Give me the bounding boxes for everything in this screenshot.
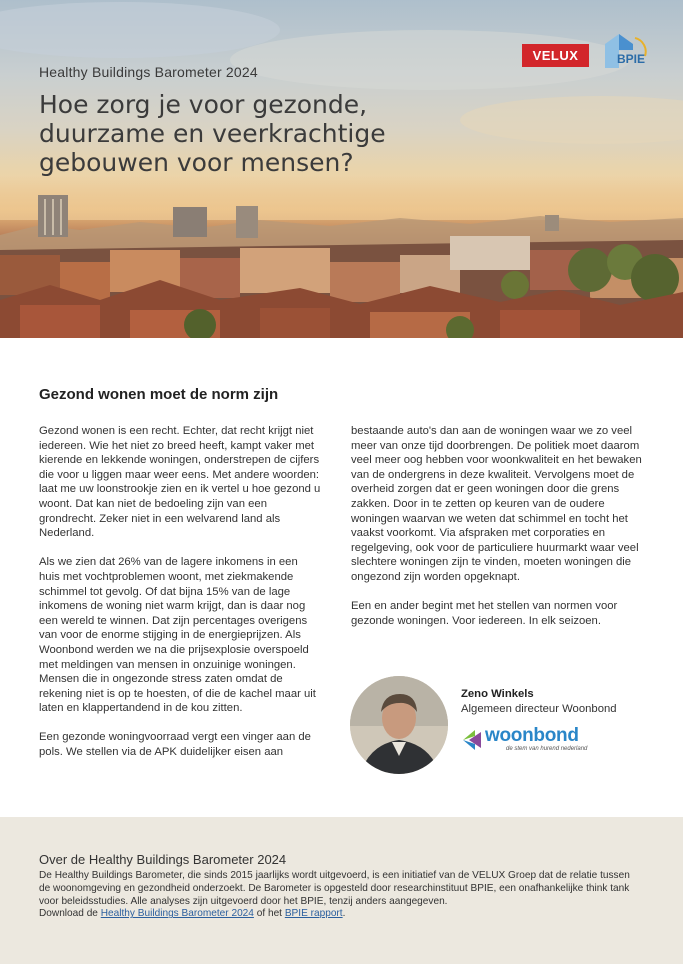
page-title: Hoe zorg je voor gezonde, duurzame en veerkrachtige gebouwen voor mensen? xyxy=(39,90,386,177)
woonbond-logo-text: woonbond xyxy=(485,725,579,746)
author-name: Zeno Winkels xyxy=(461,688,534,700)
velux-logo-text: VELUX xyxy=(532,48,579,63)
bpie-logo-text: BPIE xyxy=(617,52,646,66)
hero-subtitle: Healthy Buildings Barometer 2024 xyxy=(39,64,258,80)
velux-logo xyxy=(522,44,589,67)
woonbond-arrow-icon xyxy=(461,727,487,753)
section-heading: Gezond wonen moet de norm zijn xyxy=(39,386,279,403)
author-role: Algemeen directeur Woonbond xyxy=(461,703,617,715)
article-paragraph: Gezond wonen is een recht. Echter, dat recht krijgt niet iedereen. Wie het niet zo breed heeft, kampt vaker met kierende en lekkende woningen, onderstrepen de cijfers die voor u liggen maar weer eens. Met andere woorden: laat me uw loonstrookje zien en ik vertel u hoe gezond u woont. Dat kan niet de bedoeling zijn van een grondrecht. Zeker niet in een welvarend land als Nederland. xyxy=(39,425,321,540)
article-paragraph: Als we zien dat 26% van de lagere inkomens in een huis met vochtproblemen woont, met ziekmakende schimmel tot gevolg. Of dat bijna 15% van de lage inkomens de woning niet warm krijgt, dan is daar nog een wereld te winnen. Dat zijn percentages overigens van voor de enorme stijging in de energieprijzen. Als Woonbond werden we na die prijsexplosie overspoeld met meldingen van mensen in onzuinige woningen. Mensen die in ongezonde stress zaten omdat de rekening niet is op te hoesten, of die de kachel maar uit laten en klappertandend in de kou zitten. xyxy=(39,556,316,715)
portrait-image xyxy=(350,676,448,774)
woonbond-logo xyxy=(461,725,596,757)
download-prefix: Download de xyxy=(39,908,98,920)
footer-body xyxy=(39,870,639,921)
barometer-report-link[interactable]: Healthy Buildings Barometer 2024 xyxy=(100,908,254,920)
footer-title: Over de Healthy Buildings Barometer 2024 xyxy=(39,852,287,867)
bpie-report-link[interactable]: BPIE rapport xyxy=(284,908,343,920)
author-photo xyxy=(350,676,448,774)
article-left-column xyxy=(39,424,321,774)
download-suffix: . xyxy=(342,908,346,920)
link-joiner: of het xyxy=(256,908,282,920)
article-right-column xyxy=(351,424,647,643)
footer-description: De Healthy Buildings Barometer, die sinds 2015 jaarlijks wordt uitgevoerd, is een initiatief van de VELUX Groep dat de relatie tussen de woonomgeving en gezondheid onderzoekt. De Barometer is opgesteld door researchinstituut BPIE, een onafhankelijke think tank voor beleidsstudies. Alle analyses zijn uitgevoerd door het BPIE, tenzij anders aangegeven. xyxy=(39,870,630,907)
bpie-logo xyxy=(601,30,647,70)
article-paragraph: Een en ander begint met het stellen van normen voor gezonde woningen. Voor iedereen. In elk seizoen. xyxy=(351,600,618,627)
woonbond-tagline: de stem van hurend nederland xyxy=(506,746,588,752)
article-paragraph: bestaande auto's dan aan de woningen waar we zo veel meer van onze tijd doorbrengen. De politiek moet daarom veel meer oog hebben voor woonkwaliteit en het bewaken van de ondergrens in deze kwaliteit. Vervolgens moet de overheid zorgen dat er geen woningen door die grens zakken. Door in te zetten op keuren van de oudere woningen waarvan we weten dat schimmel en tocht het vaakst voorkomt. Via afspraken met corporaties en regelgeving, ook voor de particuliere huurmarkt waar veel slechtere woningen zijn te vinden, moeten woningen die ongezond zijn worden opgeknapt. xyxy=(351,425,642,583)
hero-banner xyxy=(0,0,683,338)
about-footer xyxy=(0,817,683,964)
article-paragraph: Een gezonde woningvoorraad vergt een vinger aan de pols. We stellen via de APK duidelijker eisen aan xyxy=(39,731,311,759)
